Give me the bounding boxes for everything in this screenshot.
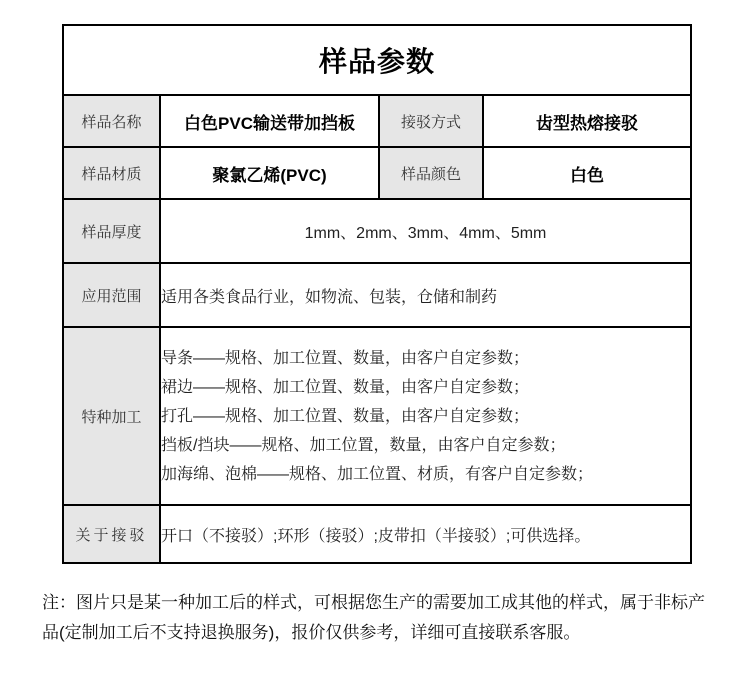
special-processing-line: 打孔——规格、加工位置、数量，由客户自定参数； — [161, 407, 530, 425]
table-row — [63, 147, 691, 199]
table-row — [63, 327, 691, 505]
label-application-scope: 应用范围 — [63, 263, 160, 327]
value-sample-thickness: 1mm、2mm、3mm、4mm、5mm — [160, 199, 691, 263]
value-application-scope: 适用各类食品行业，如物流、包装，仓储和制药 — [160, 263, 691, 327]
value-about-joint: 开口（不接驳）;环形（接驳）;皮带扣（半接驳）;可供选择。 — [160, 505, 691, 563]
table-row — [63, 199, 691, 263]
label-special-processing: 特种加工 — [63, 327, 160, 505]
table-title-row — [63, 25, 691, 95]
special-processing-line: 挡板/挡块——规格、加工位置，数量，由客户自定参数； — [161, 436, 566, 454]
value-sample-color: 白色 — [483, 147, 691, 199]
special-processing-line: 加海绵、泡棉——规格、加工位置、材质，有客户自定参数； — [161, 465, 594, 483]
table-row — [63, 95, 691, 147]
label-sample-color: 样品颜色 — [379, 147, 483, 199]
label-sample-thickness: 样品厚度 — [63, 199, 160, 263]
footnote: 注：图片只是某一种加工后的样式，可根据您生产的需要加工成其他的样式，属于非标产品(定制加工后不支持退换服务)，报价仅供参考，详细可直接联系客服。 — [42, 593, 705, 642]
label-joint-method: 接驳方式 — [379, 95, 483, 147]
label-sample-name: 样品名称 — [63, 95, 160, 147]
value-sample-material: 聚氯乙烯(PVC) — [160, 147, 379, 199]
table-title: 样品参数 — [63, 25, 691, 95]
special-processing-line: 裙边——规格、加工位置、数量，由客户自定参数； — [161, 378, 530, 396]
label-sample-material: 样品材质 — [63, 147, 160, 199]
special-processing-line: 导条——规格、加工位置、数量，由客户自定参数； — [161, 349, 530, 367]
table-row — [63, 505, 691, 563]
label-about-joint: 关于接驳 — [63, 505, 160, 563]
sample-parameters-table — [62, 24, 692, 564]
table-row — [63, 263, 691, 327]
value-joint-method: 齿型热熔接驳 — [483, 95, 691, 147]
value-sample-name: 白色PVC输送带加挡板 — [160, 95, 379, 147]
value-special-processing — [160, 327, 691, 505]
